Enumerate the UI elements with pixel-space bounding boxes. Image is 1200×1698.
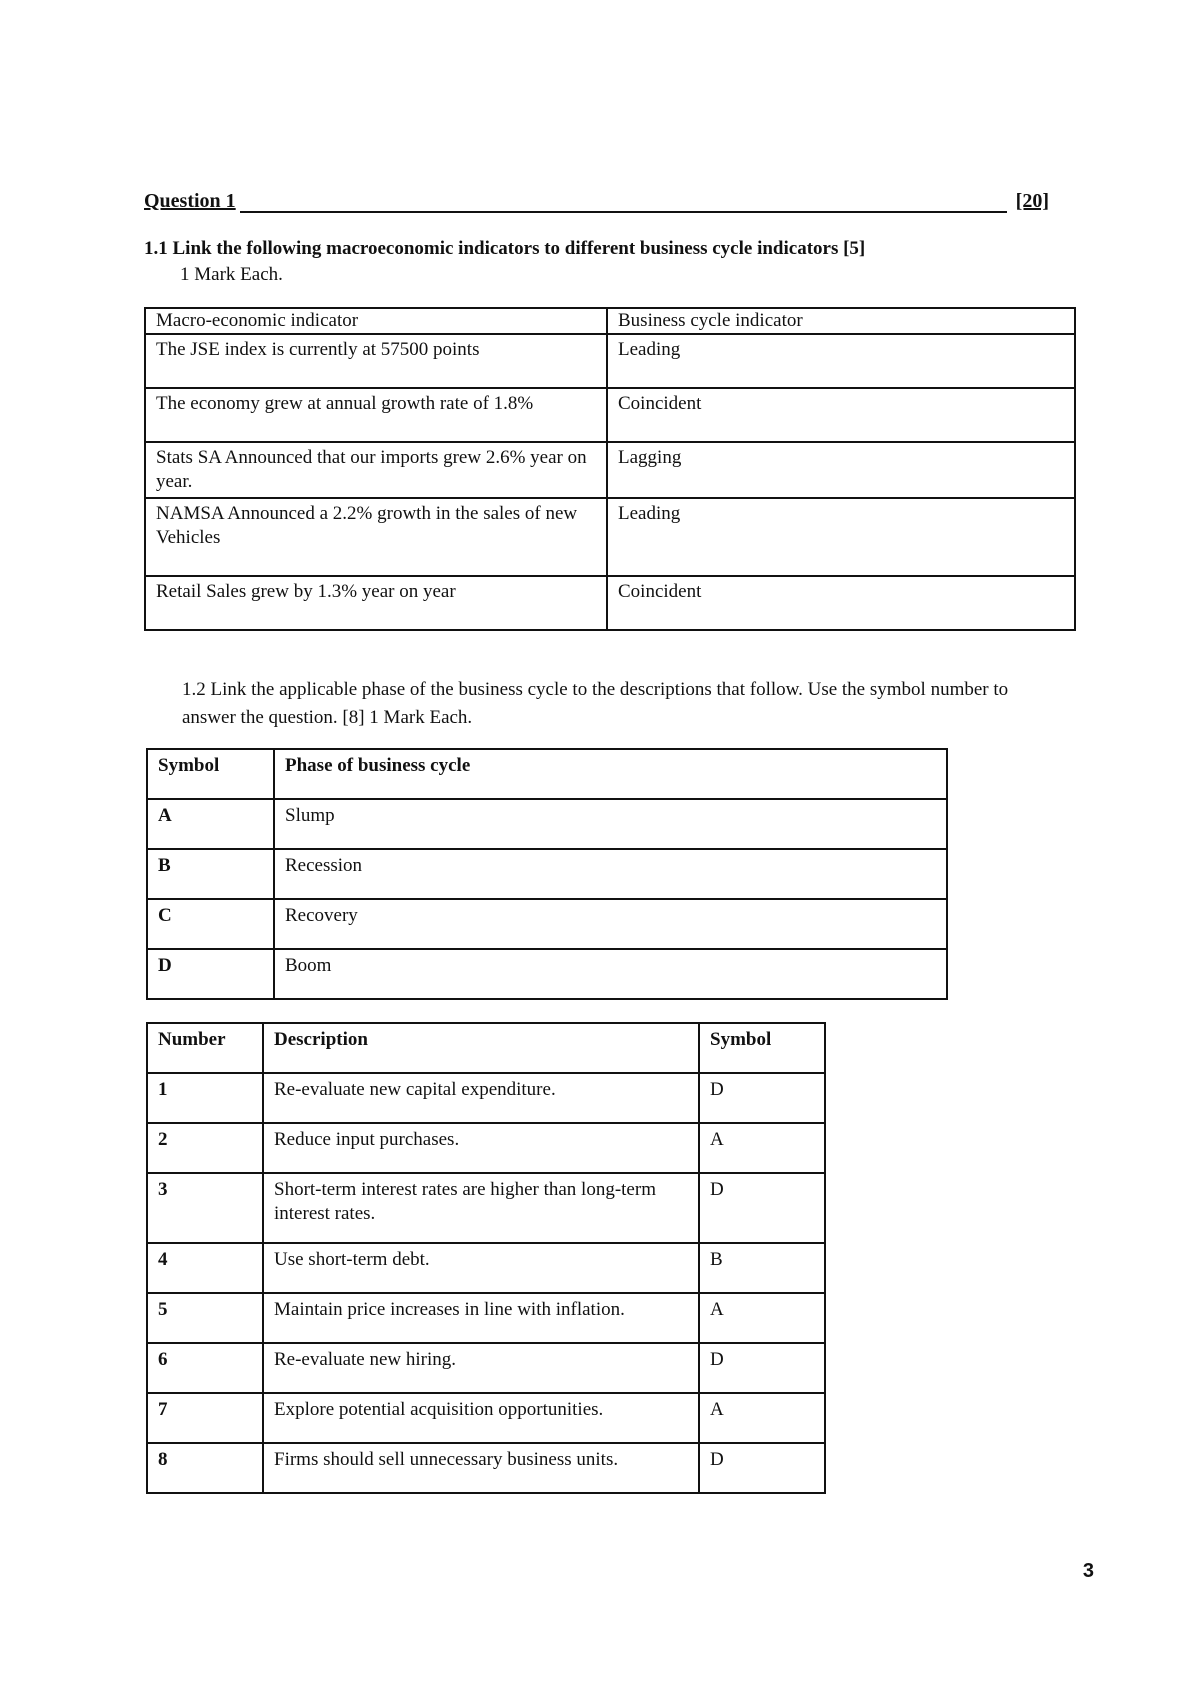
- answer-symbol-cell: B: [699, 1243, 825, 1293]
- table-row: [145, 388, 1075, 442]
- description-cell: Reduce input purchases.: [263, 1123, 699, 1173]
- description-cell: Re-evaluate new capital expenditure.: [263, 1073, 699, 1123]
- number-cell: 4: [147, 1243, 263, 1293]
- column-header: Symbol: [699, 1023, 825, 1073]
- table-header-row: [145, 308, 1075, 334]
- page-number: 3: [1082, 1560, 1094, 1582]
- number-cell: 6: [147, 1343, 263, 1393]
- indicator-cell: The economy grew at annual growth rate of 1.8%: [145, 388, 607, 442]
- symbol-cell: B: [147, 849, 274, 899]
- indicator-cell: Retail Sales grew by 1.3% year on year: [145, 576, 607, 630]
- symbol-cell: C: [147, 899, 274, 949]
- answer-symbol-cell: A: [699, 1393, 825, 1443]
- answer-symbol-cell: D: [699, 1443, 825, 1493]
- table-row: [147, 1073, 825, 1123]
- header-rule: [240, 211, 1007, 213]
- table-row: [147, 1393, 825, 1443]
- table-row: [147, 1173, 825, 1243]
- description-table: [146, 1022, 826, 1494]
- table-header-row: [147, 749, 947, 799]
- question-header: [144, 190, 1049, 214]
- table-row: [147, 1443, 825, 1493]
- q11-mark-note: 1 Mark Each.: [180, 264, 283, 285]
- indicator-cell: Stats SA Announced that our imports grew 2.6% year on year.: [145, 442, 607, 498]
- description-cell: Re-evaluate new hiring.: [263, 1343, 699, 1393]
- table-row: [147, 899, 947, 949]
- table-row: [147, 1293, 825, 1343]
- indicator-cell: NAMSA Announced a 2.2% growth in the sales of new Vehicles: [145, 498, 607, 576]
- table-row: [147, 1243, 825, 1293]
- table-row: [147, 849, 947, 899]
- cycle-indicator-cell: Leading: [607, 498, 1075, 576]
- table-header-row: [147, 1023, 825, 1073]
- table-row: [145, 576, 1075, 630]
- cycle-indicator-cell: Coincident: [607, 576, 1075, 630]
- column-header: Business cycle indicator: [607, 308, 1075, 334]
- question-marks: [20]: [1015, 190, 1049, 212]
- number-cell: 3: [147, 1173, 263, 1243]
- table-row: [145, 334, 1075, 388]
- phase-table: [146, 748, 948, 1000]
- indicator-table: [144, 307, 1076, 631]
- number-cell: 2: [147, 1123, 263, 1173]
- description-cell: Explore potential acquisition opportunities.: [263, 1393, 699, 1443]
- q12-prompt: 1.2 Link the applicable phase of the business cycle to the descriptions that follow. Use the symbol number to answer the question. [8] 1 Mark Each.: [182, 679, 1009, 728]
- cycle-indicator-cell: Coincident: [607, 388, 1075, 442]
- number-cell: 5: [147, 1293, 263, 1343]
- table-row: [147, 799, 947, 849]
- answer-symbol-cell: D: [699, 1073, 825, 1123]
- description-cell: Firms should sell unnecessary business units.: [263, 1443, 699, 1493]
- phase-cell: Recovery: [274, 899, 947, 949]
- answer-symbol-cell: D: [699, 1173, 825, 1243]
- number-cell: 1: [147, 1073, 263, 1123]
- description-cell: Use short-term debt.: [263, 1243, 699, 1293]
- table-row: [145, 442, 1075, 498]
- indicator-cell: The JSE index is currently at 57500 points: [145, 334, 607, 388]
- symbol-cell: D: [147, 949, 274, 999]
- symbol-cell: A: [147, 799, 274, 849]
- answer-symbol-cell: A: [699, 1123, 825, 1173]
- column-header: Symbol: [147, 749, 274, 799]
- table-row: [145, 498, 1075, 576]
- column-header: Description: [263, 1023, 699, 1073]
- question-title: Question 1: [144, 190, 236, 212]
- table-row: [147, 949, 947, 999]
- answer-symbol-cell: A: [699, 1293, 825, 1343]
- phase-cell: Boom: [274, 949, 947, 999]
- table-row: [147, 1343, 825, 1393]
- number-cell: 8: [147, 1443, 263, 1493]
- description-cell: Maintain price increases in line with inflation.: [263, 1293, 699, 1343]
- column-header: Number: [147, 1023, 263, 1073]
- number-cell: 7: [147, 1393, 263, 1443]
- column-header: Phase of business cycle: [274, 749, 947, 799]
- description-cell: Short-term interest rates are higher than long-term interest rates.: [263, 1173, 699, 1243]
- table-row: [147, 1123, 825, 1173]
- q11-prompt: 1.1 Link the following macroeconomic indicators to different business cycle indicators [5]: [144, 238, 866, 259]
- column-header: Macro-economic indicator: [145, 308, 607, 334]
- answer-symbol-cell: D: [699, 1343, 825, 1393]
- phase-cell: Recession: [274, 849, 947, 899]
- cycle-indicator-cell: Leading: [607, 334, 1075, 388]
- cycle-indicator-cell: Lagging: [607, 442, 1075, 498]
- phase-cell: Slump: [274, 799, 947, 849]
